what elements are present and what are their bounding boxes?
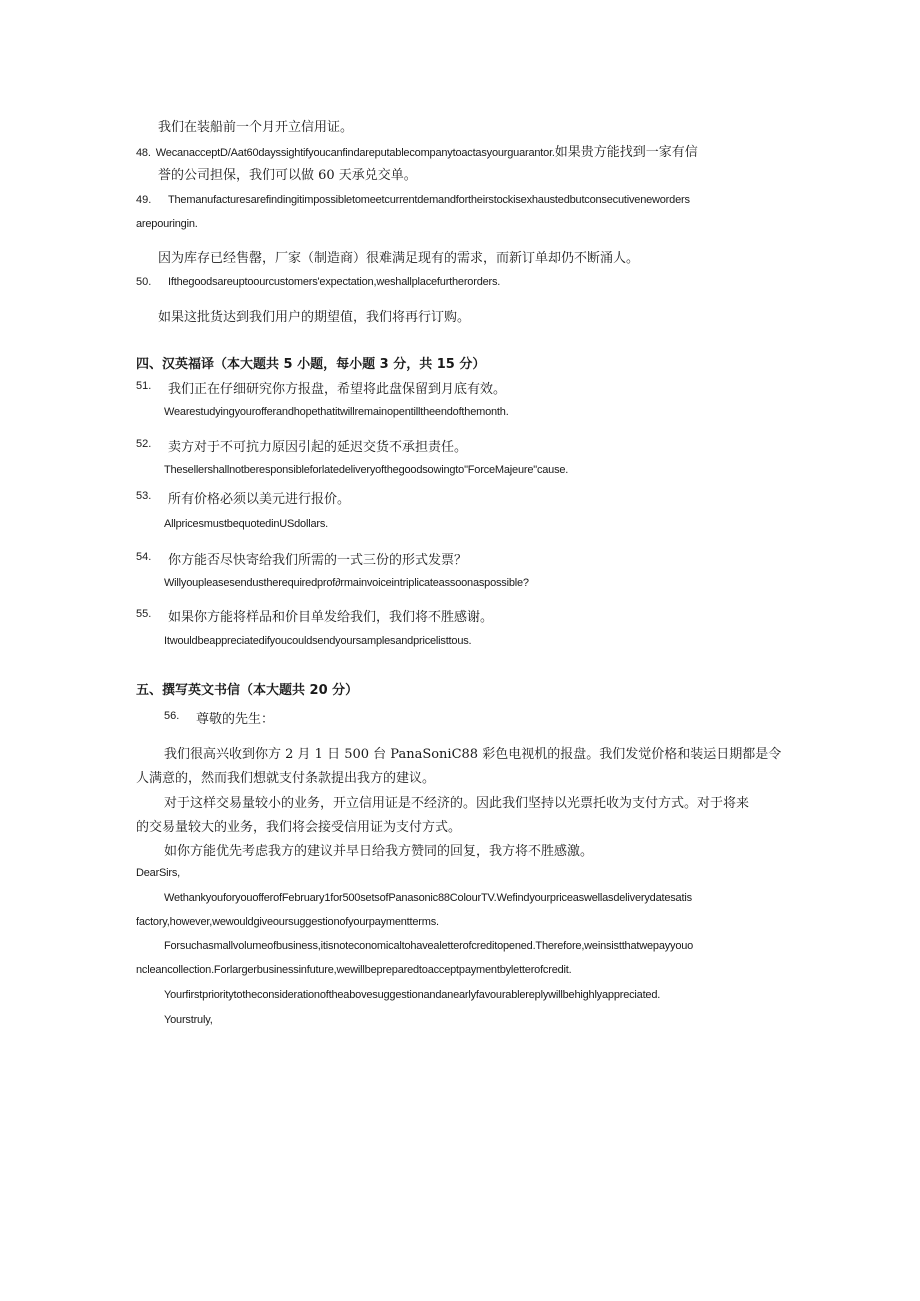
q51-zh: 我们正在仔细研究你方报盘，希望将此盘保留到月底有效。 — [168, 382, 507, 397]
letter-en-p1a: WethankyouforyouofferofFebruary1for500setsofPanasonic88ColourTV.Wefindyourpriceaswellasdeliverydatesatis — [164, 892, 692, 904]
q52-num: 52. — [136, 438, 152, 450]
q56-num: 56. — [164, 710, 180, 722]
q48-en: WecanacceptD/Aat60dayssightifyoucanfindareputablecompanytoactasyourguarantor. — [155, 147, 555, 159]
q53-num: 53. — [136, 490, 152, 502]
letter-zh-p1b: 人满意的，然而我们想就支付条款提出我方的建议。 — [136, 771, 436, 786]
q54-en: Willyoupleasesendustherequiredprof∂rmainvoiceintriplicateassoonaspossible? — [164, 577, 529, 589]
q48-zh-a: 如果贵方能找到一家有信 — [554, 145, 698, 160]
q53-zh: 所有价格必须以美元进行报价。 — [168, 492, 351, 507]
q51-num: 51. — [136, 380, 152, 392]
q52-en: Thesellershallnotberesponsibleforlatedeliveryofthegoodsowingto"ForceMajeure"cause. — [164, 464, 569, 476]
q55-zh: 如果你方能将样品和价目单发给我们，我们将不胜感谢。 — [168, 610, 494, 625]
q55-num: 55. — [136, 608, 152, 620]
letter-zh-p1a: 我们很高兴收到你方 2 月 1 日 500 台 PanaSoniC88 彩色电视机的报盘。我们发觉价格和装运日期都是令 — [164, 747, 782, 762]
q52-zh: 卖方对于不可抗力原因引起的延迟交货不承担责任。 — [168, 440, 468, 455]
q50-zh: 如果这批货达到我们用户的期望值，我们将再行订购。 — [158, 310, 471, 325]
q54-zh: 你方能否尽快寄给我们所需的一式三份的形式发票？ — [168, 553, 468, 568]
q53-en: AllpricesmustbequotedinUSdollars. — [164, 518, 328, 530]
section4-title: 四、汉英福译（本大题共 5 小题，每小题 3 分，共 15 分） — [136, 357, 486, 372]
q55-en: Itwouldbeappreciatedifyoucouldsendyoursamplesandpricelisttous. — [164, 635, 472, 647]
letter-salutation-zh: 尊敬的先生： — [196, 712, 275, 727]
q51-en: Wearestudyingyourofferandhopethatitwillremainopentilltheendofthemonth. — [164, 406, 509, 418]
letter-en-p3: Yourfirstprioritytotheconsiderationoftheabovesuggestionandanearlyfavourablereplywillbehighlyappreciated. — [164, 989, 661, 1001]
letter-en-closing: Yourstruly, — [164, 1014, 213, 1026]
letter-en-p2a: Forsuchasmallvolumeofbusiness,itisnoteconomicaltohavealetterofcreditopened.Therefore,weinsistthatwepayyouo — [164, 940, 694, 952]
q47-answer-zh: 我们在装船前一个月开立信用证。 — [158, 120, 354, 135]
q49-zh: 因为库存已经售罄，厂家（制造商）很难满足现有的需求，而新订单却仍不断涌人。 — [158, 251, 640, 266]
letter-zh-p2b: 的交易量较大的业务，我们将会接受信用证为支付方式。 — [136, 820, 462, 835]
q48-num: 48. — [136, 147, 151, 159]
q50-num: 50. — [136, 276, 152, 288]
q50-en: Ifthegoodsareuptoourcustomers'expectation,weshallplacefurtherorders. — [168, 276, 501, 288]
q48-zh-b: 誉的公司担保，我们可以做 60 天承兑交单。 — [158, 168, 417, 183]
q54-num: 54. — [136, 551, 152, 563]
section5-title: 五、撰写英文书信（本大题共 20 分） — [136, 683, 359, 698]
letter-en-salutation: DearSirs, — [136, 867, 181, 879]
q49-en-a: Themanufacturesarefindingitimpossibletomeetcurrentdemandfortheirstockisexhaustedbutconsecutiveneworders — [168, 194, 690, 206]
q49-en-b: arepouringin. — [136, 218, 198, 230]
letter-en-p2b: ncleancollection.Forlargerbusinessinfuture,wewillbepreparedtoacceptpaymentbyletterofcredit. — [136, 964, 572, 976]
letter-zh-p3: 如你方能优先考虑我方的建议并早日给我方赞同的回复，我方将不胜感激。 — [164, 844, 594, 859]
letter-zh-p2a: 对于这样交易量较小的业务，开立信用证是不经济的。因此我们坚持以光票托收为支付方式。对于将来 — [164, 796, 750, 811]
q49-num: 49. — [136, 194, 152, 206]
q48 — [136, 141, 698, 160]
letter-en-p1b: factory,however,wewouldgiveoursuggestionofyourpaymentterms. — [136, 916, 439, 928]
